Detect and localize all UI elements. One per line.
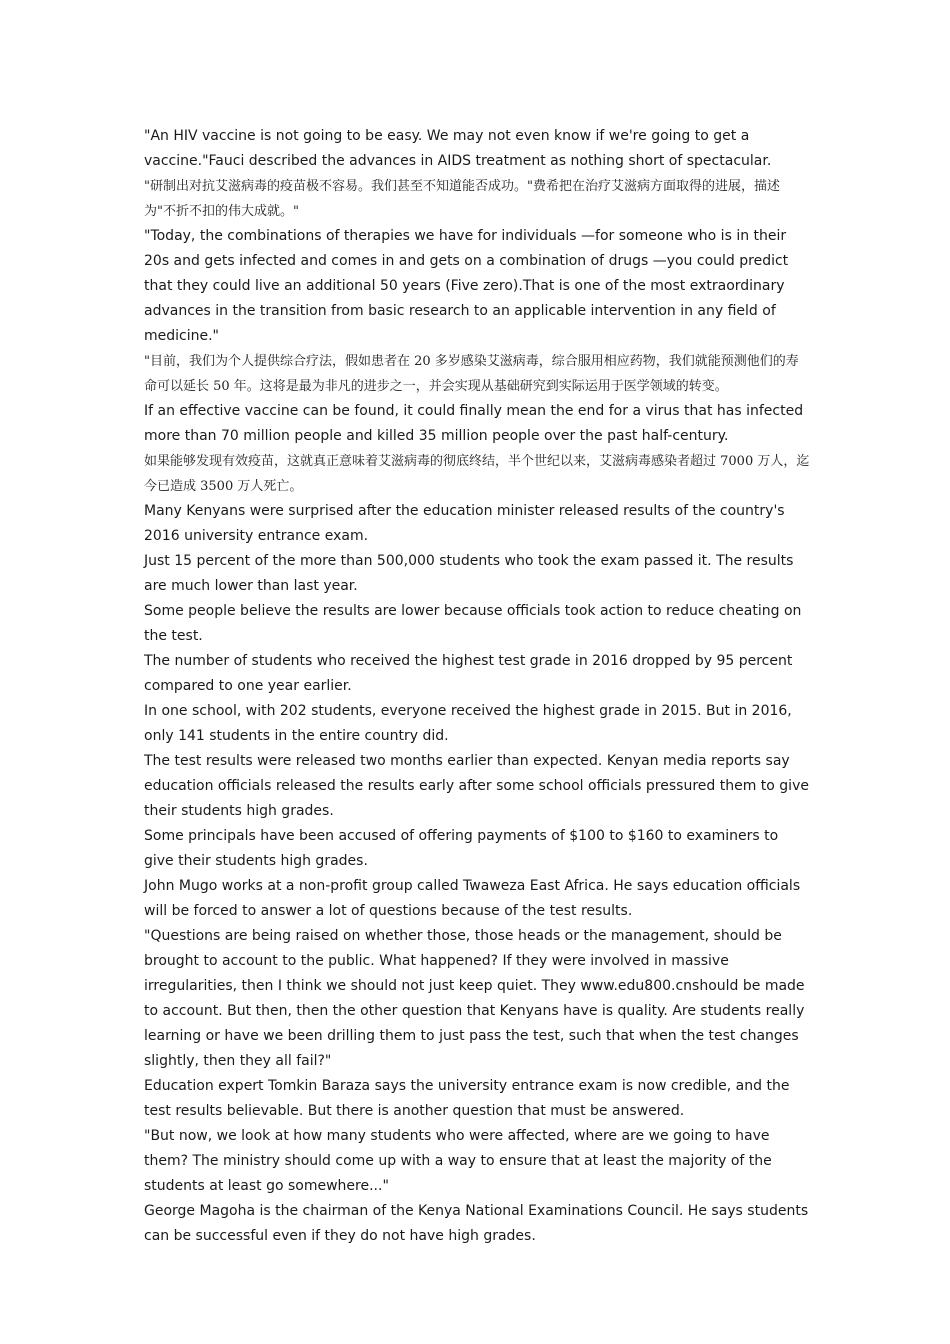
paragraph-effective-vaccine: If an effective vaccine can be found, it could finally mean the end for a virus that has infected more than 70 million people and killed 35 million people over the past half-century. xyxy=(144,403,804,444)
paragraph-hiv-vaccine-quote-zh: "研制出对抗艾滋病毒的疫苗极不容易。我们甚至不知道能否成功。"费希把在治疗艾滋病方面取得的进展，描述为"不折不扣的伟大成就。" xyxy=(144,179,780,219)
paragraph-effective-vaccine-zh: 如果能够发现有效疫苗，这就真正意味着艾滋病毒的彻底终结，半个世纪以来，艾滋病毒感染者超过 7000 万人，迄今已造成 3500 万人死亡。 xyxy=(144,454,810,494)
paragraph-reduce-cheating: Some people believe the results are lower because officials took action to reduce cheating on the test. xyxy=(144,603,802,644)
paragraph-highest-grade-drop: The number of students who received the highest test grade in 2016 dropped by 95 percent compared to one year earlier. xyxy=(144,653,793,694)
paragraph-hiv-vaccine-quote: "An HIV vaccine is not going to be easy. We may not even know if we're going to get a vaccine."Fauci described the advances in AIDS treatment as nothing short of spectacular. xyxy=(144,128,772,169)
paragraph-therapies-quote-zh: "目前，我们为个人提供综合疗法，假如患者在 20 多岁感染艾滋病毒，综合服用相应药物，我们就能预测他们的寿命可以延长 50 年。这将是最为非凡的进步之一，并会实现从基础研究到实际运用于医学领域的转变。 xyxy=(144,354,799,394)
paragraph-released-early: The test results were released two months earlier than expected. Kenyan media reports say education officials released the results early after some school officials pressured them to give their students high grades. xyxy=(144,753,809,819)
paragraph-pass-rate: Just 15 percent of the more than 500,000 students who took the exam passed it. The results are much lower than last year. xyxy=(144,553,794,594)
document-body xyxy=(144,124,810,1249)
paragraph-tomkin-baraza: Education expert Tomkin Baraza says the university entrance exam is now credible, and the test results believable. But there is another question that must be answered. xyxy=(144,1078,790,1119)
paragraph-kenyans-surprised: Many Kenyans were surprised after the education minister released results of the country's 2016 university entrance exam. xyxy=(144,503,785,544)
paragraph-baraza-quote: "But now, we look at how many students who were affected, where are we going to have them? The ministry should come up with a way to ensure that at least the majority of the students at least go somewhere..." xyxy=(144,1128,772,1194)
paragraph-one-school: In one school, with 202 students, everyone received the highest grade in 2015. But in 2016, only 141 students in the entire country did. xyxy=(144,703,792,744)
paragraph-george-magoha: George Magoha is the chairman of the Kenya National Examinations Council. He says students can be successful even if they do not have high grades. xyxy=(144,1203,809,1244)
paragraph-therapies-quote: "Today, the combinations of therapies we have for individuals —for someone who is in their 20s and gets infected and comes in and gets on a combination of drugs —you could predict that they could live an additional 50 years (Five zero).That is one of the most extraordinary advances in the transition from basic research to an applicable intervention in any field of medicine." xyxy=(144,228,789,344)
paragraph-principals-accused: Some principals have been accused of offering payments of $100 to $160 to examiners to give their students high grades. xyxy=(144,828,779,869)
paragraph-mugo-quote: "Questions are being raised on whether those, those heads or the management, should be brought to account to the public. What happened? If they were involved in massive irregularities, then I think we should not just keep quiet. They www.edu800.cnshould be made to account. But then, then the other question that Kenyans have is quality. Are students really learning or have we been drilling them to just pass the test, such that when the test changes slightly, then they all fail?" xyxy=(144,928,805,1069)
paragraph-john-mugo: John Mugo works at a non-profit group called Twaweza East Africa. He says education officials will be forced to answer a lot of questions because of the test results. xyxy=(144,878,801,919)
